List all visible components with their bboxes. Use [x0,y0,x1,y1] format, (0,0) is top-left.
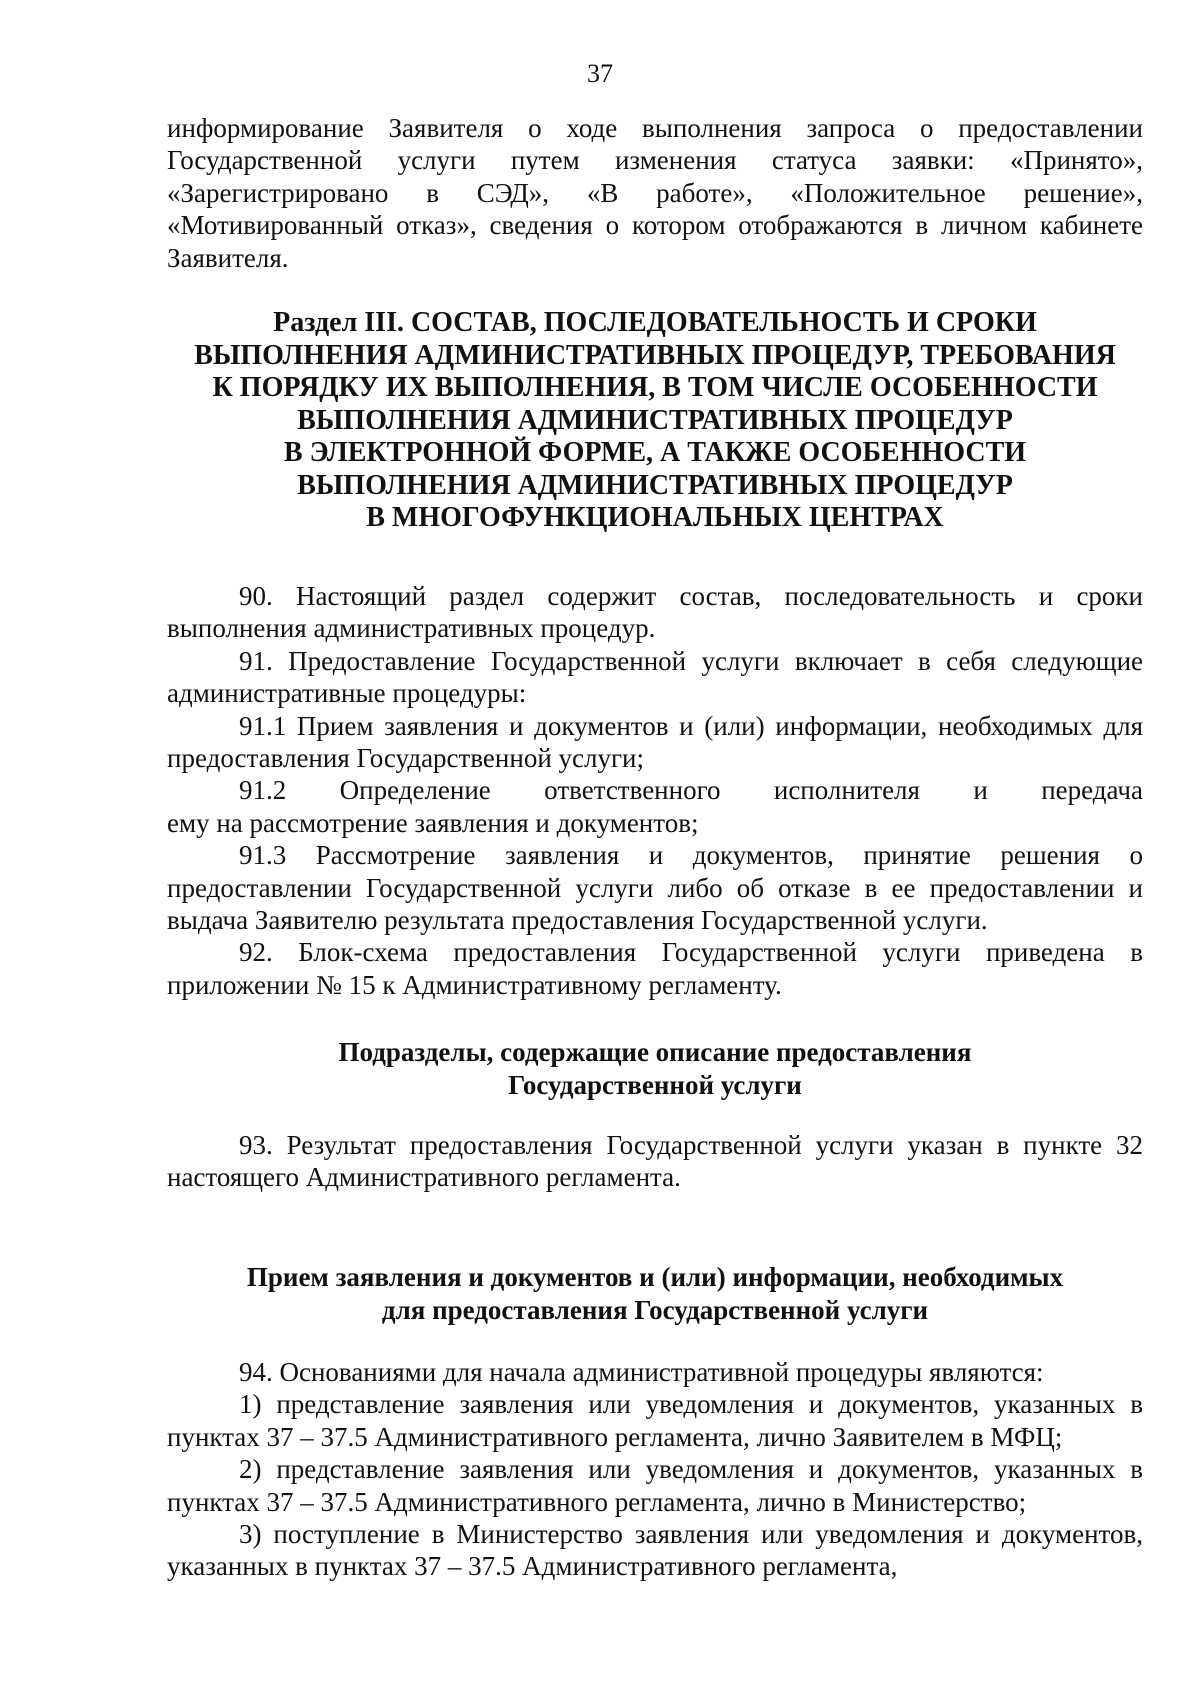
section-heading-line: В ЭЛЕКТРОННОЙ ФОРМЕ, А ТАКЖЕ ОСОБЕННОСТИ [283,437,1027,468]
paragraph-94-1: 1) представление заявления или уведомления и документов, указанных в пунктах 37 – 37.5 Административного регламента, лично Заявителем в МФЦ; [167,1389,1143,1452]
intro-paragraph [167,112,1143,274]
reception-heading-line: для предоставления Государственной услуги [381,1295,929,1325]
paragraph-90: 90. Настоящий раздел содержит состав, последовательность и сроки выполнения административных процедур. [167,581,1143,644]
paragraph-93: 93. Результат предоставления Государственной услуги указан в пункте 32 настоящего Административного регламента. [167,1130,1143,1193]
paragraph-93-block [167,1129,1143,1194]
section-heading-line: ВЫПОЛНЕНИЯ АДМИНИСТРАТИВНЫХ ПРОЦЕДУР [297,469,1013,501]
paragraph-94: 94. Основаниями для начала административной процедуры являются: [239,1357,1044,1387]
intro-text [167,112,1143,274]
intro-line: кабинете Заявителя. [167,210,1143,273]
paragraph-91: 91. Предоставление Государственной услуги включает в себя следующие административные процедуры: [167,645,1143,709]
reception-list [167,1356,1143,1583]
word: 91.2 [239,775,287,806]
subsection-heading-line: Подразделы, содержащие описание предоставления [338,1037,972,1067]
reception-heading-line: Прием заявления и документов и (или) информации, необходимых [246,1262,1064,1292]
paragraph-92: 92. Блок-схема предоставления Государственной услуги приведена в приложении № 15 к Административному регламенту. [167,937,1143,1000]
page-number: 37 [587,59,613,88]
section-heading-line: К ПОРЯДКУ ИХ ВЫПОЛНЕНИЯ, В ТОМ ЧИСЛЕ ОСОБЕННОСТИ [212,372,1098,403]
word: передача [1041,775,1143,806]
intro-line: «Мотивированный отказ», сведения о котором отображаются в личном [167,210,1028,241]
section-heading-line: Раздел III. СОСТАВ, ПОСЛЕДОВАТЕЛЬНОСТЬ И СРОКИ [273,307,1037,338]
section-heading-line: ВЫПОЛНЕНИЯ АДМИНИСТРАТИВНЫХ ПРОЦЕДУР, ТРЕБОВАНИЯ [194,339,1116,371]
word: и [973,775,988,806]
intro-line: информирование Заявителя о ходе выполнения запроса о предоставлении [167,113,1143,143]
section-heading-line: ВЫПОЛНЕНИЯ АДМИНИСТРАТИВНЫХ ПРОЦЕДУР [297,404,1013,436]
word: исполнителя [773,775,920,806]
paragraph-91-2 [167,774,1143,839]
paragraph-91-2-first-line [167,774,1143,806]
word: ответственного [544,775,721,806]
section-heading-line: В МНОГОФУНКЦИОНАЛЬНЫХ ЦЕНТРАХ [366,502,944,533]
subsections-heading [167,1036,1143,1102]
word: Определение [339,775,491,806]
paragraph-91-2-rest: ему на рассмотрение заявления и документов; [167,807,699,838]
reception-heading [167,1261,1143,1327]
paragraph-94-3: 3) поступление в Министерство заявления или уведомления и документов, указанных в пунктах 37 – 37.5 Административного регламента, [167,1519,1143,1582]
intro-line: Государственной услуги путем изменения статуса заявки: «Принято», [167,145,1143,176]
section-3-heading [167,307,1143,535]
intro-line: «Зарегистрировано в СЭД», «В работе», «Положительное решение», [167,177,1143,208]
paragraph-91-3: 91.3 Рассмотрение заявления и документов, принятие решения о предоставлении Государственной услуги либо об отказе в ее предоставлении и выдача Заявителю результата предоставления Государственной услуги. [167,840,1143,936]
paragraph-91-1: 91.1 Прием заявления и документов и (или) информации, необходимых для предоставления Государственной услуги; [167,710,1143,774]
subsection-heading-line: Государственной услуги [508,1070,802,1100]
paragraph-94-2: 2) представление заявления или уведомления и документов, указанных в пунктах 37 – 37.5 Административного регламента, лично в Министерство; [167,1454,1143,1517]
procedures-list [167,580,1143,1001]
